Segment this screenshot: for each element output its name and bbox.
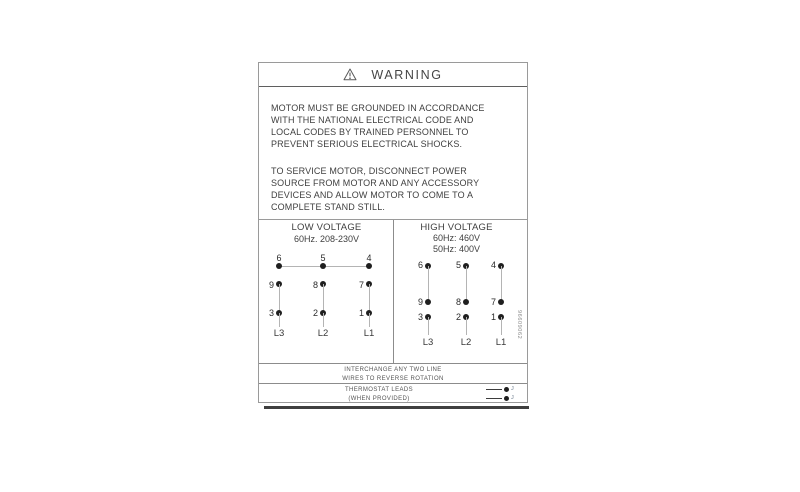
connector-line	[501, 317, 502, 335]
lead-wire-line	[486, 389, 502, 390]
line-lead-label: L1	[495, 337, 507, 348]
connector-line	[279, 284, 280, 313]
text-line: LOCAL CODES BY TRAINED PERSONNEL TO	[271, 127, 469, 137]
line-lead-label: L1	[363, 328, 375, 339]
terminal-dot	[276, 263, 282, 269]
terminal-number: 7	[358, 280, 364, 290]
connector-line	[369, 313, 370, 327]
high-voltage-subtitle-50hz: 50Hz: 400V	[432, 244, 481, 254]
thermostat-line: (WHEN PROVIDED)	[348, 396, 410, 402]
line-lead-label: L2	[317, 328, 329, 339]
connector-line	[369, 284, 370, 313]
connector-line	[428, 317, 429, 335]
low-voltage-subtitle: 60Hz. 208-230V	[293, 234, 360, 244]
terminal-number: 8	[455, 297, 461, 307]
low-voltage-title: LOW VOLTAGE	[291, 222, 362, 233]
terminal-number: 5	[455, 260, 461, 270]
lead-designation: J	[511, 386, 515, 392]
line-lead-label: L3	[422, 337, 434, 348]
thermostat-lead-symbol	[486, 396, 514, 402]
label-bottom-edge	[264, 406, 529, 409]
text-line: TO SERVICE MOTOR, DISCONNECT POWER	[271, 166, 467, 176]
terminal-dot	[425, 299, 431, 305]
terminal-number: 7	[490, 297, 496, 307]
text-line: PREVENT SERIOUS ELECTRICAL SHOCKS.	[271, 139, 463, 149]
motor-warning-label	[258, 62, 528, 403]
terminal-dot	[498, 299, 504, 305]
high-voltage-subtitle-60hz: 60Hz: 460V	[432, 233, 481, 243]
grounding-paragraph	[271, 102, 527, 150]
rotation-note-line: INTERCHANGE ANY TWO LINE	[344, 367, 442, 373]
thermostat-lead-symbol	[486, 387, 514, 393]
terminal-number: 4	[490, 260, 496, 270]
text-line: COMPLETE STAND STILL.	[271, 202, 386, 212]
terminal-number: 3	[417, 312, 423, 322]
warning-triangle-icon	[343, 68, 357, 81]
connector-line	[428, 266, 429, 302]
connector-line	[323, 313, 324, 327]
service-paragraph	[271, 165, 527, 213]
rotation-note-row	[259, 364, 527, 384]
safety-text-block	[259, 87, 527, 220]
terminal-number: 2	[455, 312, 461, 322]
terminal-dot	[320, 263, 326, 269]
connector-line	[323, 284, 324, 313]
line-lead-label: L3	[273, 328, 285, 339]
lead-wire-line	[486, 398, 502, 399]
terminal-number: 2	[312, 308, 318, 318]
warning-title: WARNING	[371, 67, 443, 82]
terminal-number: 9	[417, 297, 423, 307]
terminal-number: 3	[268, 308, 274, 318]
terminal-number: 1	[490, 312, 496, 322]
text-line: WITH THE NATIONAL ELECTRICAL CODE AND	[271, 115, 474, 125]
high-voltage-title: HIGH VOLTAGE	[420, 222, 493, 233]
terminal-dot	[366, 263, 372, 269]
lead-wire-dot	[504, 387, 509, 392]
text-line: SOURCE FROM MOTOR AND ANY ACCESSORY	[271, 178, 480, 188]
warning-header	[259, 63, 527, 87]
wiring-diagrams-section	[259, 220, 527, 364]
connector-line	[466, 317, 467, 335]
terminal-number: 9	[268, 280, 274, 290]
terminal-dot	[463, 299, 469, 305]
terminal-number: 6	[276, 253, 282, 263]
terminal-number: 6	[417, 260, 423, 270]
lead-designation: J	[511, 395, 515, 401]
text-line: DEVICES AND ALLOW MOTOR TO COME TO A	[271, 190, 474, 200]
connector-line	[501, 266, 502, 302]
text-line: MOTOR MUST BE GROUNDED IN ACCORDANCE	[271, 103, 485, 113]
line-lead-label: L2	[460, 337, 472, 348]
lead-wire-dot	[504, 396, 509, 401]
part-number: 96609062	[516, 310, 522, 340]
thermostat-leads-row	[259, 384, 527, 402]
terminal-number: 8	[312, 280, 318, 290]
connector-line	[466, 266, 467, 302]
rotation-note-line: WIRES TO REVERSE ROTATION	[342, 376, 444, 382]
thermostat-line: THERMOSTAT LEADS	[344, 387, 414, 393]
connector-line	[279, 313, 280, 327]
terminal-number: 1	[358, 308, 364, 318]
thermostat-leads-text	[245, 386, 513, 404]
terminal-number: 4	[366, 253, 372, 263]
terminal-number: 5	[320, 253, 326, 263]
